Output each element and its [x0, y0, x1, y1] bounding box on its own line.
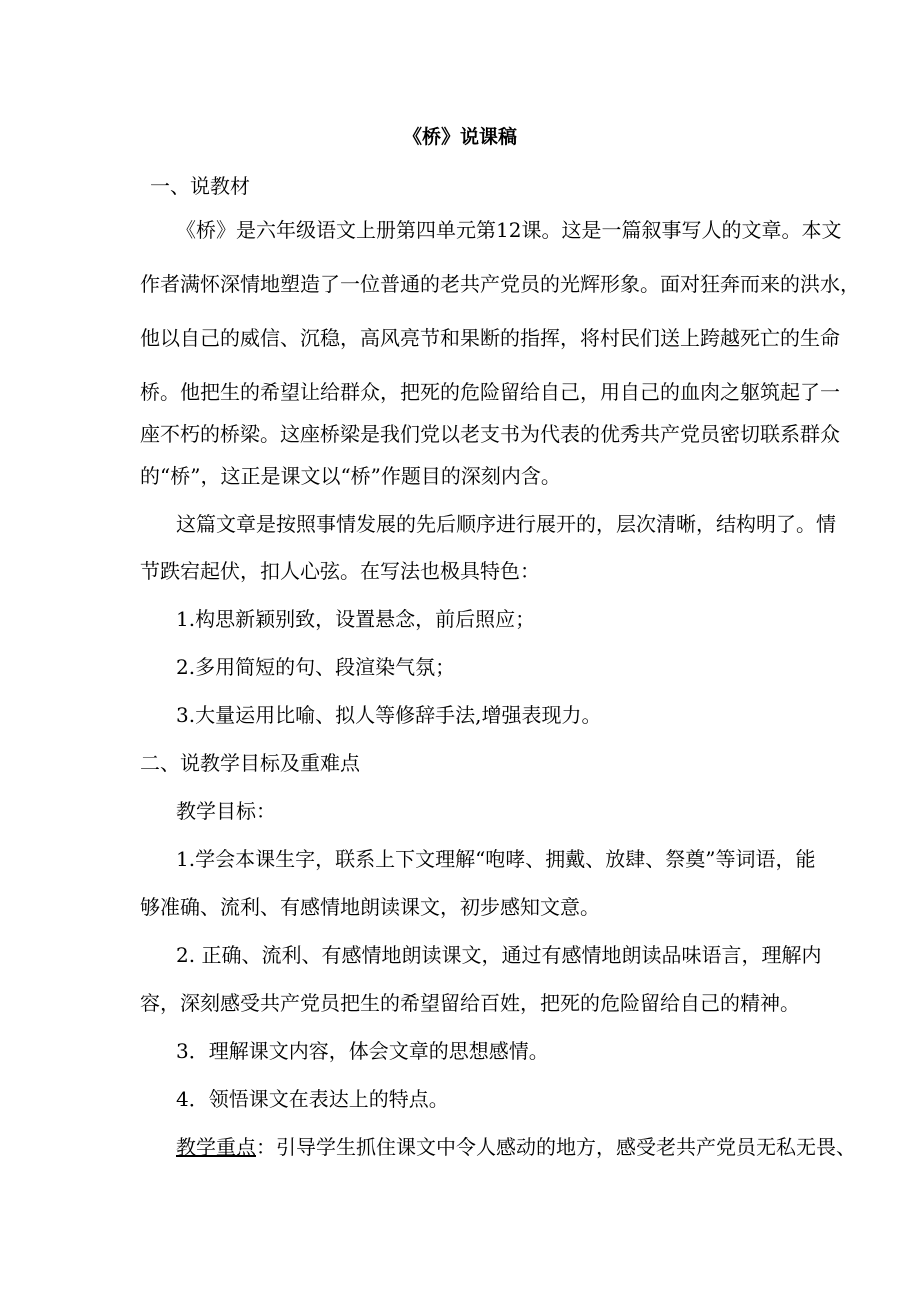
document-title: 《桥》说课稿	[402, 126, 517, 148]
paragraph-line: 这篇文章是按照事情发展的先后顺序进行展开的，层次清晰，结构明了。情	[176, 512, 836, 536]
section-heading-objectives: 二、说教学目标及重难点	[140, 751, 360, 775]
paragraph-line: 节跌宕起伏，扣人心弦。在写法也极具特色：	[140, 559, 540, 583]
section-heading-textbook: 一、说教材	[150, 174, 250, 198]
paragraph-line: 作者满怀深情地塑造了一位普通的老共产党员的光辉形象。面对狂奔而来的洪水，	[140, 272, 860, 296]
goal-item-line: 容，深刻感受共产党员把生的希望留给百姓，把死的危险留给自己的精神。	[140, 991, 800, 1015]
teaching-focus-line	[176, 1133, 856, 1161]
goal-item-line: 够准确、流利、有感情地朗读课文，初步感知文意。	[140, 895, 600, 919]
goals-label: 教学目标：	[176, 799, 276, 823]
paragraph-line: 座不朽的桥梁。这座桥梁是我们党以老支书为代表的优秀共产党员密切联系群众	[140, 422, 840, 446]
list-item: 2.多用简短的句、段渲染气氛；	[176, 655, 456, 679]
paragraph-line: 的“桥”，这正是课文以“桥”作题目的深刻内含。	[140, 464, 561, 488]
goal-item-line: 1.学会本课生字，联系上下文理解“咆哮、拥戴、放肆、祭奠”等词语，能	[176, 847, 816, 871]
focus-text: ：引导学生抓住课文中令人感动的地方，感受老共产党员无私无畏、	[256, 1135, 856, 1159]
paragraph-line: 桥。他把生的希望让给群众，把死的危险留给自己，用自己的血肉之躯筑起了一	[140, 380, 840, 404]
goal-item: 4．领悟课文在表达上的特点。	[176, 1087, 449, 1111]
paragraph-line: 《桥》是六年级语文上册第四单元第12课。这是一篇叙事写人的文章。本文	[176, 218, 842, 242]
list-item: 1.构思新颖别致，设置悬念，前后照应；	[176, 607, 536, 631]
goal-item-line: 2. 正确、流利、有感情地朗读课文，通过有感情地朗读品味语言，理解内	[176, 943, 822, 967]
paragraph-line: 他以自己的威信、沉稳，高风亮节和果断的指挥，将村民们送上跨越死亡的生命	[140, 326, 840, 350]
list-item: 3.大量运用比喻、拟人等修辞手法,增强表现力。	[176, 703, 602, 727]
focus-label: 教学重点	[176, 1135, 256, 1159]
goal-item: 3．理解课文内容，体会文章的思想感情。	[176, 1039, 549, 1063]
